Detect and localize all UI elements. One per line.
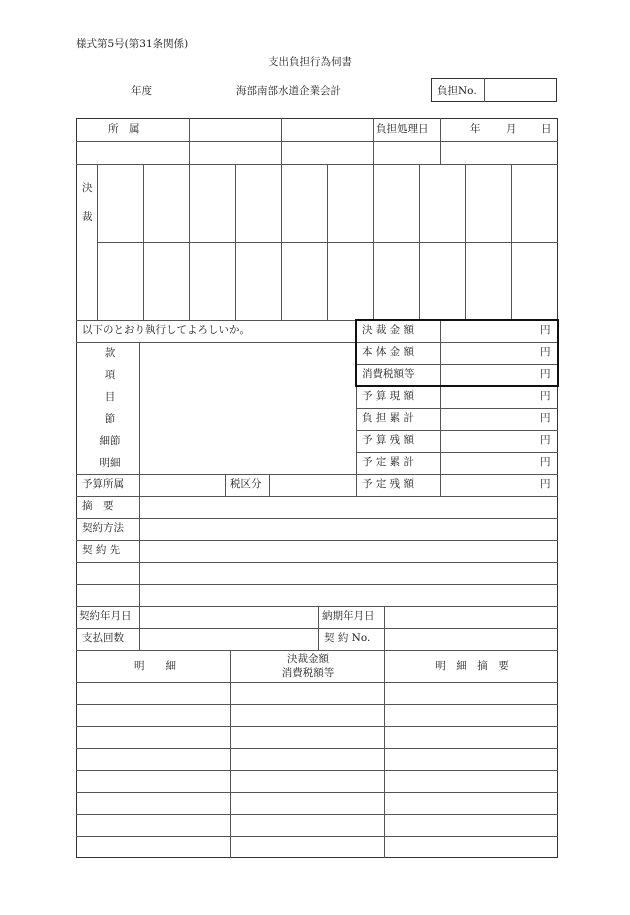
- budget-item-saisetsu: 細節: [99, 435, 121, 447]
- delivery-date-label: 納期年月日: [322, 610, 375, 622]
- amount-label-3: 消費税額等: [362, 368, 415, 380]
- detail-header-tax: 消費税額等: [281, 667, 335, 679]
- tax-category-label: 税区分: [230, 478, 262, 490]
- yen-unit: 円: [540, 434, 551, 446]
- payment-count-label: 支払回数: [82, 632, 124, 644]
- amount-label-8: 予 定 残 額: [362, 478, 415, 490]
- yen-unit: 円: [540, 456, 551, 468]
- date-year: 年: [470, 123, 481, 135]
- yen-unit: 円: [540, 346, 551, 358]
- summary-label: 摘 要: [82, 500, 114, 512]
- detail-header-amount: 決裁金額: [287, 653, 329, 665]
- yen-unit: 円: [540, 368, 551, 380]
- amount-label-4: 予 算 現 額: [362, 390, 415, 402]
- amount-label-1: 決 裁 金 額: [362, 324, 415, 336]
- budget-item-kou: 項: [104, 369, 116, 381]
- amount-label-7: 予 定 累 計: [362, 456, 415, 468]
- budget-item-kan: 款: [104, 347, 116, 359]
- approval-label-1: 決: [82, 182, 93, 194]
- contract-date-label: 契約年月日: [79, 610, 132, 622]
- yen-unit: 円: [540, 324, 551, 336]
- detail-header-summary: 明 細 摘 要: [435, 660, 509, 672]
- contractor-label: 契 約 先: [82, 544, 121, 556]
- affiliation-label: 所 属: [108, 123, 140, 135]
- contract-no-label: 契 約 No.: [324, 632, 371, 644]
- page-title: 支出負担行為伺書: [268, 56, 352, 68]
- yen-unit: 円: [540, 412, 551, 424]
- approval-label-2: 裁: [82, 211, 93, 223]
- amount-label-6: 予 算 残 額: [362, 434, 415, 446]
- budget-item-moku: 目: [104, 391, 116, 403]
- form-id: 様式第5号(第31条関係): [76, 38, 189, 50]
- amount-label-5: 負 担 累 計: [362, 412, 415, 424]
- date-day: 日: [541, 123, 552, 135]
- budget-item-meisai: 明細: [99, 457, 121, 469]
- contract-method-label: 契約方法: [82, 522, 124, 534]
- yen-unit: 円: [540, 478, 551, 490]
- year-label: 年度: [131, 85, 152, 97]
- account-name: 海部南部水道企業会計: [236, 85, 341, 97]
- date-month: 月: [506, 123, 517, 135]
- processing-date-label: 負担処理日: [376, 123, 429, 135]
- budget-dept-label: 予算所属: [82, 478, 124, 490]
- budget-item-setsu: 節: [104, 413, 116, 425]
- detail-header-meisai: 明 細: [134, 660, 176, 672]
- yen-unit: 円: [540, 390, 551, 402]
- amount-label-2: 本 体 金 額: [362, 346, 415, 358]
- futan-no-label: 負担No.: [437, 85, 477, 97]
- proceed-text: 以下のとおり執行してよろしいか。: [82, 324, 250, 336]
- form-frame: [76, 118, 558, 858]
